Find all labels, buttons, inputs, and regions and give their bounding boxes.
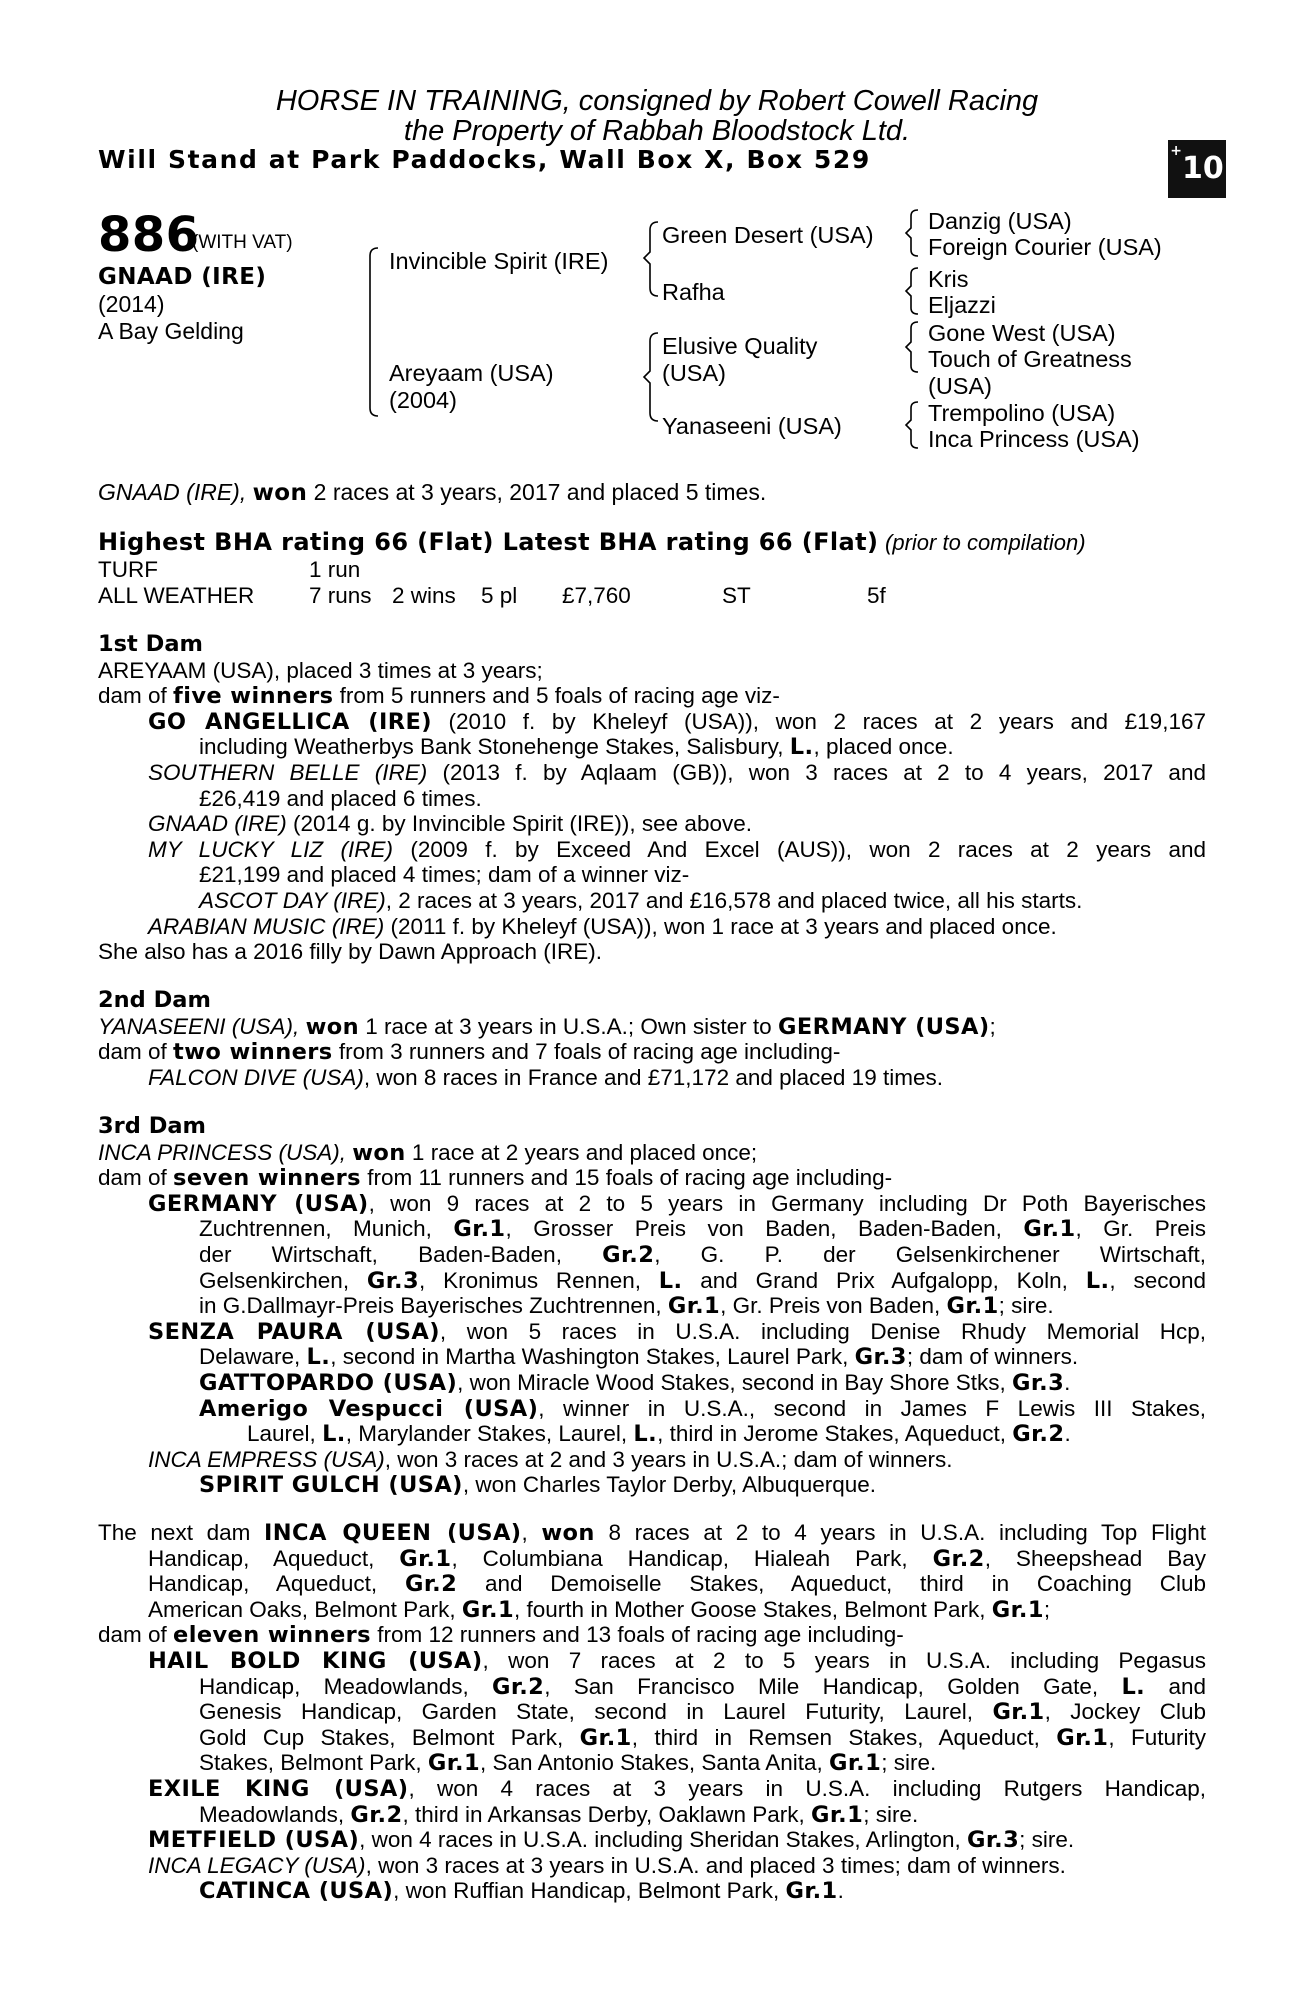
aw-prize-money: £7,760 [562,583,631,608]
property-line: the Property of Rabbah Bloodstock Ltd. [403,115,911,147]
produce-entry: GATTOPARDO (USA), won Miracle Wood Stakes, second in Bay Shore Stks, Gr.3. [199,1369,1071,1396]
great-granddam-2: Foreign Courier (USA) [928,234,1162,260]
produce-entry: GERMANY (USA), won 9 races at 2 to 5 years in Germany including Dr Poth Bayerisches [148,1190,1207,1217]
aw-label: ALL WEATHER [98,583,255,608]
first-dam-section [98,632,1206,965]
pedigree-bracket-sire [644,222,660,302]
aw-runs: 7 runs [309,583,372,608]
dam-produce-line: dam of five winners from 5 runners and 5 foals of racing age viz- [98,683,780,710]
turf-label: TURF [98,557,158,582]
aw-placed: 5 pl [481,583,518,608]
dam-line: INCA PRINCESS (USA), won 1 race at 2 years and placed once; [98,1139,758,1166]
great-granddam-6: Touch of Greatness [928,346,1132,372]
great-grandsire-3: Kris [928,266,969,292]
great-grandsire-5: Gone West (USA) [928,320,1116,346]
lot-number: 886 [98,207,200,263]
produce-entry-cont: der Wirtschaft, Baden-Baden, Gr.2, G. P. der Gelsenkirchener Wirtschaft, [199,1241,1206,1268]
second-dam-section [98,988,1206,1090]
produce-entry-cont: £21,199 and placed 4 times; dam of a winner viz- [199,862,690,888]
produce-entry: Amerigo Vespucci (USA), winner in U.S.A., second in James F Lewis III Stakes, [199,1395,1206,1422]
produce-entry-cont: Delaware, L., second in Martha Washington Stakes, Laurel Park, Gr.3; dam of winners. [199,1344,1079,1371]
next-dam-section [98,1520,1206,1904]
section-heading: 1st Dam [98,631,203,657]
produce-entry: ARABIAN MUSIC (IRE) (2011 f. by Kheleyf (USA)), won 1 race at 3 years and placed once. [148,913,1057,939]
third-dam-section [98,1114,1206,1498]
dam-line-cont: Handicap, Aqueduct, Gr.1, Columbiana Handicap, Hialeah Park, Gr.2, Sheepshead Bay [148,1545,1207,1572]
produce-entry-cont: Meadowlands, Gr.2, third in Arkansas Derby, Oaklawn Park, Gr.1; sire. [199,1801,919,1828]
produce-entry: ASCOT DAY (IRE), 2 races at 3 years, 2017 and £16,578 and placed twice, all his starts. [199,887,1083,913]
produce-entry: FALCON DIVE (USA), won 8 races in France and £71,172 and placed 19 times. [148,1064,943,1090]
dam-dam: Yanaseeni (USA) [662,413,842,439]
stable-location: Will Stand at Park Paddocks, Wall Box X, Box 529 [98,145,871,174]
produce-entry: METFIELD (USA), won 4 races in U.S.A. including Sheridan Stakes, Arlington, Gr.3; sire. [148,1827,1075,1854]
race-summary: GNAAD (IRE), won 2 races at 3 years, 2017 and placed 5 times. [98,479,767,506]
produce-entry-cont: Gelsenkirchen, Gr.3, Kronimus Rennen, L. and Grand Prix Aufgalopp, Koln, L., second [199,1267,1207,1294]
pedigree-bracket-g4 [906,400,920,450]
produce-entry: GO ANGELLICA (IRE) (2010 f. by Kheleyf (USA)), won 2 races at 2 years and £19,167 [148,708,1206,735]
produce-entry: CATINCA (USA), won Ruffian Handicap, Belmont Park, Gr.1. [199,1878,844,1905]
produce-entry: GNAAD (IRE) (2014 g. by Invincible Spirit (IRE)), see above. [148,811,752,837]
produce-entry: SENZA PAURA (USA), won 5 races in U.S.A. including Denise Rhudy Memorial Hcp, [148,1318,1206,1345]
vat-note: (WITH VAT) [192,232,293,253]
produce-entry-cont: Stakes, Belmont Park, Gr.1, San Antonio Stakes, Santa Anita, Gr.1; sire. [199,1750,937,1777]
produce-entry: MY LUCKY LIZ (IRE) (2009 f. by Exceed And Excel (AUS)), won 2 races at 2 years and [148,836,1206,862]
produce-entry: EXILE KING (USA), won 4 races at 3 years in U.S.A. including Rutgers Handicap, [148,1775,1206,1802]
dam-line-cont: American Oaks, Belmont Park, Gr.1, fourth in Mother Goose Stakes, Belmont Park, Gr.1; [148,1596,1051,1623]
section-heading: 2nd Dam [98,987,211,1013]
horse-name: GNAAD (IRE) [98,264,267,290]
produce-entry-cont: Handicap, Meadowlands, Gr.2, San Francisco Mile Handicap, Golden Gate, L. and [199,1673,1206,1700]
aw-wins: 2 wins [392,583,456,608]
great-granddam-8: Inca Princess (USA) [928,426,1140,452]
pedigree-bracket-g3 [906,320,920,398]
bha-rating: Highest BHA rating 66 (Flat) Latest BHA rating 66 (Flat) (prior to compilation) [98,528,1086,556]
dam-line-cont: Handicap, Aqueduct, Gr.2 and Demoiselle Stakes, Aqueduct, third in Coaching Club [148,1571,1207,1598]
turf-runs: 1 run [309,557,361,582]
dam-line: AREYAAM (USA), placed 3 times at 3 years; [98,657,543,683]
dam: Areyaam (USA) [389,360,554,386]
great-granddam-6-country: (USA) [928,373,992,399]
produce-entry: SPIRIT GULCH (USA), won Charles Taylor Derby, Albuquerque. [199,1472,877,1499]
dam-note: She also has a 2016 filly by Dawn Approach (IRE). [98,939,603,965]
produce-entry-cont: £26,419 and placed 6 times. [199,785,482,811]
dam-produce-line: dam of two winners from 3 runners and 7 foals of racing age including- [98,1039,841,1066]
dam-produce-line: dam of seven winners from 11 runners and 15 foals of racing age including- [98,1165,893,1192]
pedigree-bracket-main [366,248,380,418]
produce-entry: INCA EMPRESS (USA), won 3 races at 2 and 3 years in U.S.A.; dam of winners. [148,1446,953,1472]
produce-entry: SOUTHERN BELLE (IRE) (2013 f. by Aqlaam (GB)), won 3 races at 2 to 4 years, 2017 and [148,759,1206,785]
pedigree-bracket-dam [644,333,660,423]
sire-sire: Green Desert (USA) [662,222,874,248]
section-heading: 3rd Dam [98,1113,206,1139]
produce-entry-cont: including Weatherbys Bank Stonehenge Stakes, Salisbury, L., placed once. [199,734,954,761]
produce-entry: INCA LEGACY (USA), won 3 races at 3 years in U.S.A. and placed 3 times; dam of winners. [148,1852,1066,1878]
produce-entry-cont: in G.Dallmayr-Preis Bayerisches Zuchtrennen, Gr.1, Gr. Preis von Baden, Gr.1; sire. [199,1293,1054,1320]
aw-distance: 5f [867,583,886,608]
sire: Invincible Spirit (IRE) [389,248,609,274]
vat-plus-10-badge-icon: +10 [1168,140,1226,198]
produce-entry-cont: Genesis Handicap, Garden State, second in Laurel Futurity, Laurel, Gr.1, Jockey Club [199,1699,1206,1726]
horse-year: (2014) [98,291,165,317]
pedigree-bracket-g2 [906,266,920,316]
produce-entry-cont: Gold Cup Stakes, Belmont Park, Gr.1, third in Remsen Stakes, Aqueduct, Gr.1, Futurity [199,1724,1206,1751]
dam-produce-line: dam of eleven winners from 12 runners and 13 foals of racing age including- [98,1622,904,1649]
sire-dam: Rafha [662,279,725,305]
produce-entry-cont: Laurel, L., Marylander Stakes, Laurel, L., third in Jerome Stakes, Aqueduct, Gr.2. [247,1421,1071,1448]
pedigree-bracket-g1 [906,208,920,258]
dam-line: The next dam INCA QUEEN (USA), won 8 races at 2 to 4 years in U.S.A. including Top Flight [98,1520,1206,1546]
produce-entry: HAIL BOLD KING (USA), won 7 races at 2 to 5 years in U.S.A. including Pegasus [148,1647,1206,1674]
horse-description: A Bay Gelding [98,318,244,344]
great-grandsire-7: Trempolino (USA) [928,400,1116,426]
dam-sire-line2: (USA) [662,360,726,386]
dam-line: YANASEENI (USA), won 1 race at 3 years in U.S.A.; Own sister to GERMANY (USA); [98,1013,996,1040]
aw-surface: ST [722,583,751,608]
dam-sire-line1: Elusive Quality [662,333,818,359]
dam-year: (2004) [389,387,457,413]
produce-entry-cont: Zuchtrennen, Munich, Gr.1, Grosser Preis von Baden, Baden-Baden, Gr.1, Gr. Preis [199,1216,1206,1243]
great-grandsire-1: Danzig (USA) [928,208,1072,234]
consignor-line: HORSE IN TRAINING, consigned by Robert Cowell Racing [275,85,1039,117]
great-granddam-4: Eljazzi [928,292,996,318]
